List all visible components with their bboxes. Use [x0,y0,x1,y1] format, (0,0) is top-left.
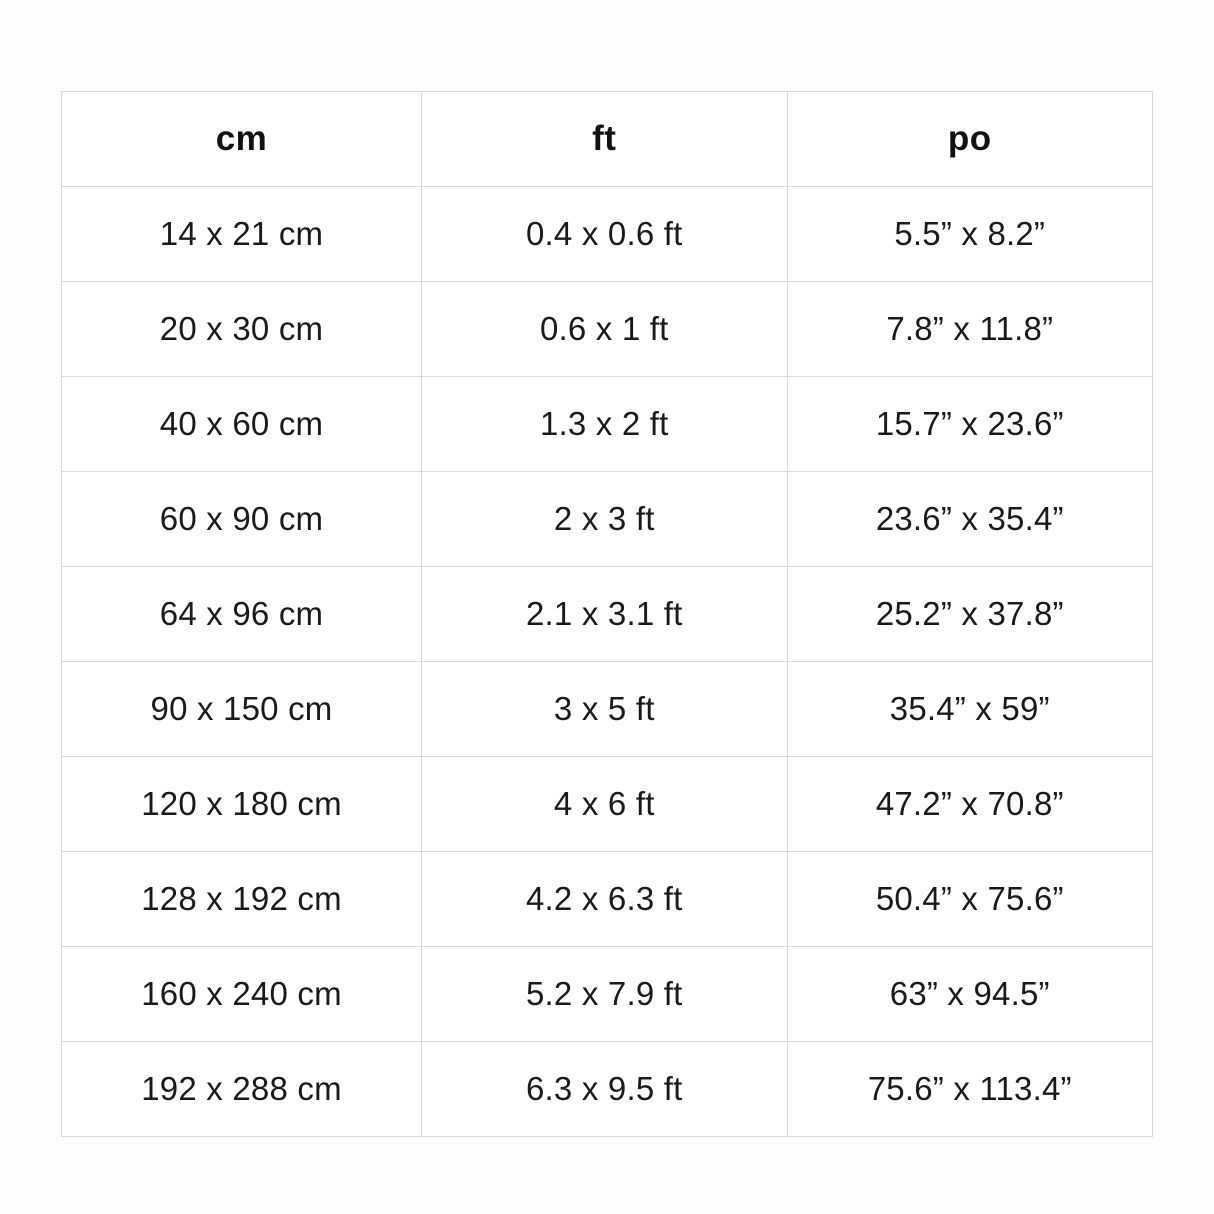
table-row [62,947,1153,1042]
cell-ft: 1.3 x 2 ft [422,377,787,472]
column-header-po: po [787,92,1153,187]
column-header-cm: cm [62,92,422,187]
column-header-ft: ft [422,92,787,187]
cell-ft: 2 x 3 ft [422,472,787,567]
cell-ft: 6.3 x 9.5 ft [422,1042,787,1137]
cell-po: 25.2” x 37.8” [787,567,1153,662]
table-row [62,852,1153,947]
table-row [62,377,1153,472]
cell-po: 5.5” x 8.2” [787,187,1153,282]
cell-po: 23.6” x 35.4” [787,472,1153,567]
size-conversion-table-wrapper [61,91,1153,1123]
cell-po: 7.8” x 11.8” [787,282,1153,377]
table-row [62,567,1153,662]
cell-cm: 40 x 60 cm [62,377,422,472]
size-conversion-table [61,91,1153,1137]
cell-cm: 60 x 90 cm [62,472,422,567]
cell-cm: 120 x 180 cm [62,757,422,852]
cell-cm: 20 x 30 cm [62,282,422,377]
cell-cm: 64 x 96 cm [62,567,422,662]
table-row [62,282,1153,377]
table-row [62,757,1153,852]
table-row [62,187,1153,282]
cell-po: 35.4” x 59” [787,662,1153,757]
cell-cm: 14 x 21 cm [62,187,422,282]
cell-cm: 90 x 150 cm [62,662,422,757]
table-header-row [62,92,1153,187]
cell-po: 63” x 94.5” [787,947,1153,1042]
table-header [62,92,1153,187]
cell-po: 75.6” x 113.4” [787,1042,1153,1137]
cell-ft: 5.2 x 7.9 ft [422,947,787,1042]
cell-cm: 128 x 192 cm [62,852,422,947]
table-body [62,187,1153,1137]
cell-ft: 4.2 x 6.3 ft [422,852,787,947]
cell-po: 47.2” x 70.8” [787,757,1153,852]
cell-po: 15.7” x 23.6” [787,377,1153,472]
cell-ft: 0.4 x 0.6 ft [422,187,787,282]
cell-ft: 3 x 5 ft [422,662,787,757]
cell-cm: 192 x 288 cm [62,1042,422,1137]
table-row [62,662,1153,757]
cell-ft: 0.6 x 1 ft [422,282,787,377]
cell-ft: 2.1 x 3.1 ft [422,567,787,662]
cell-cm: 160 x 240 cm [62,947,422,1042]
cell-po: 50.4” x 75.6” [787,852,1153,947]
cell-ft: 4 x 6 ft [422,757,787,852]
table-row [62,472,1153,567]
table-row [62,1042,1153,1137]
